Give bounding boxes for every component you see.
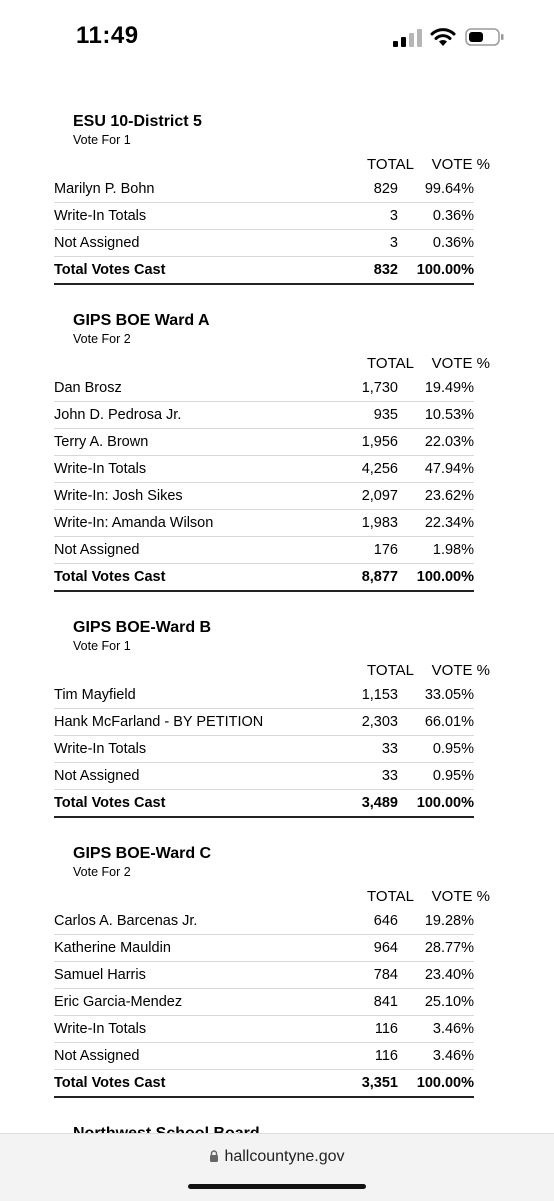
table-row (54, 375, 474, 402)
table-row (54, 537, 474, 564)
vote-total: 116 (374, 1048, 398, 1064)
vote-total: 3 (389, 235, 398, 251)
table-row (54, 510, 474, 537)
vote-total: 2,303 (361, 714, 398, 730)
candidate-name: Write-In Totals (54, 208, 147, 224)
candidate-name: Total Votes Cast (54, 795, 166, 811)
vote-percent: 28.77% (424, 940, 474, 956)
race-gips-boe-ward-b (54, 618, 494, 818)
vote-total: 2,097 (361, 488, 398, 504)
table-row (54, 908, 474, 935)
vote-total: 964 (373, 940, 398, 956)
candidate-name: Write-In Totals (54, 461, 147, 477)
col-total-header: TOTAL (367, 661, 414, 679)
vote-total: 3 (389, 208, 398, 224)
vote-percent: 19.49% (424, 380, 474, 396)
candidate-name: John D. Pedrosa Jr. (54, 407, 182, 423)
candidate-name: Katherine Mauldin (54, 940, 171, 956)
race-vote-for: Vote For 2 (73, 865, 131, 879)
candidate-name: Not Assigned (54, 1048, 140, 1064)
vote-total: 116 (374, 1021, 398, 1037)
vote-percent: 100.00% (416, 262, 474, 278)
wifi-icon (430, 27, 456, 47)
vote-percent: 19.28% (424, 913, 474, 929)
vote-percent: 0.95% (432, 768, 474, 784)
candidate-name: Not Assigned (54, 542, 140, 558)
race-gips-boe-ward-a (54, 311, 494, 592)
status-time: 11:49 (76, 22, 139, 49)
url-text: hallcountyne.gov (224, 1148, 345, 1165)
table-row (54, 176, 474, 203)
vote-total: 1,956 (361, 434, 398, 450)
col-pct-header: VOTE % (431, 661, 490, 679)
col-pct-header: VOTE % (431, 887, 490, 905)
candidate-name: Marilyn P. Bohn (54, 181, 155, 197)
race-vote-for: Vote For 1 (73, 639, 131, 653)
vote-percent: 1.98% (432, 542, 474, 558)
vote-total: 784 (373, 967, 398, 983)
vote-percent: 10.53% (424, 407, 474, 423)
candidate-name: Hank McFarland - BY PETITION (54, 714, 264, 730)
vote-total: 646 (373, 913, 398, 929)
candidate-name: Tim Mayfield (54, 687, 136, 703)
results-content (54, 112, 494, 1186)
col-total-header: TOTAL (367, 887, 414, 905)
col-total-header: TOTAL (367, 354, 414, 372)
table-row (54, 935, 474, 962)
vote-percent: 23.62% (424, 488, 474, 504)
candidate-name: Terry A. Brown (54, 434, 149, 450)
vote-percent: 0.36% (432, 235, 474, 251)
vote-total: 1,983 (361, 515, 398, 531)
vote-total: 176 (373, 542, 398, 558)
table-row (54, 736, 474, 763)
total-votes-row (54, 1070, 474, 1098)
column-headers (54, 351, 490, 375)
table-row (54, 429, 474, 456)
table-row (54, 483, 474, 510)
vote-percent: 47.94% (424, 461, 474, 477)
candidate-name: Not Assigned (54, 768, 140, 784)
table-row (54, 962, 474, 989)
candidate-name: Write-In Totals (54, 741, 147, 757)
total-votes-row (54, 790, 474, 818)
vote-percent: 100.00% (416, 795, 474, 811)
column-headers (54, 658, 490, 682)
vote-percent: 23.40% (424, 967, 474, 983)
candidate-name: Dan Brosz (54, 380, 122, 396)
table-row (54, 709, 474, 736)
table-row (54, 989, 474, 1016)
race-gips-boe-ward-c (54, 844, 494, 1098)
vote-total: 33 (381, 768, 398, 784)
vote-percent: 0.95% (432, 741, 474, 757)
vote-percent: 3.46% (432, 1048, 474, 1064)
race-title: GIPS BOE Ward A (73, 312, 210, 329)
candidate-name: Total Votes Cast (54, 569, 166, 585)
race-vote-for: Vote For 2 (73, 332, 131, 346)
vote-total: 1,730 (361, 380, 398, 396)
vote-total: 4,256 (361, 461, 398, 477)
vote-total: 935 (373, 407, 398, 423)
vote-percent: 100.00% (416, 1075, 474, 1091)
lock-icon (209, 1150, 219, 1162)
column-headers (54, 152, 490, 176)
col-pct-header: VOTE % (431, 155, 490, 173)
table-row (54, 1016, 474, 1043)
column-headers (54, 884, 490, 908)
vote-percent: 0.36% (432, 208, 474, 224)
candidate-name: Eric Garcia-Mendez (54, 994, 183, 1010)
table-row (54, 402, 474, 429)
vote-percent: 66.01% (424, 714, 474, 730)
candidate-name: Total Votes Cast (54, 262, 166, 278)
race-title: GIPS BOE-Ward C (73, 845, 212, 862)
table-row (54, 1043, 474, 1070)
candidate-name: Not Assigned (54, 235, 140, 251)
vote-total: 1,153 (361, 687, 398, 703)
battery-icon (465, 28, 505, 46)
vote-percent: 22.03% (424, 434, 474, 450)
race-title: ESU 10-District 5 (73, 113, 202, 130)
vote-percent: 22.34% (424, 515, 474, 531)
candidate-name: Write-In: Amanda Wilson (54, 515, 214, 531)
vote-percent: 100.00% (416, 569, 474, 585)
vote-percent: 33.05% (424, 687, 474, 703)
table-row (54, 203, 474, 230)
race-vote-for: Vote For 1 (73, 133, 131, 147)
status-bar (0, 0, 554, 78)
vote-total: 33 (381, 741, 398, 757)
table-row (54, 682, 474, 709)
vote-total: 3,351 (361, 1075, 398, 1091)
vote-total: 841 (373, 994, 398, 1010)
candidate-name: Total Votes Cast (54, 1075, 166, 1091)
vote-percent: 3.46% (432, 1021, 474, 1037)
browser-address-bar[interactable] (0, 1133, 554, 1201)
total-votes-row (54, 564, 474, 592)
race-title: GIPS BOE-Ward B (73, 619, 212, 636)
vote-percent: 99.64% (424, 181, 474, 197)
vote-total: 8,877 (361, 569, 398, 585)
cellular-signal-icon (393, 29, 423, 47)
table-row (54, 230, 474, 257)
candidate-name: Carlos A. Barcenas Jr. (54, 913, 198, 929)
vote-percent: 25.10% (424, 994, 474, 1010)
vote-total: 832 (373, 262, 398, 278)
total-votes-row (54, 257, 474, 285)
vote-total: 829 (373, 181, 398, 197)
col-total-header: TOTAL (367, 155, 414, 173)
candidate-name: Write-In: Josh Sikes (54, 488, 183, 504)
col-pct-header: VOTE % (431, 354, 490, 372)
race-esu-10-district-5 (54, 112, 494, 285)
vote-total: 3,489 (361, 795, 398, 811)
url-field[interactable] (0, 1148, 554, 1166)
home-indicator[interactable] (188, 1184, 366, 1189)
candidate-name: Samuel Harris (54, 967, 146, 983)
candidate-name: Write-In Totals (54, 1021, 147, 1037)
table-row (54, 763, 474, 790)
table-row (54, 456, 474, 483)
